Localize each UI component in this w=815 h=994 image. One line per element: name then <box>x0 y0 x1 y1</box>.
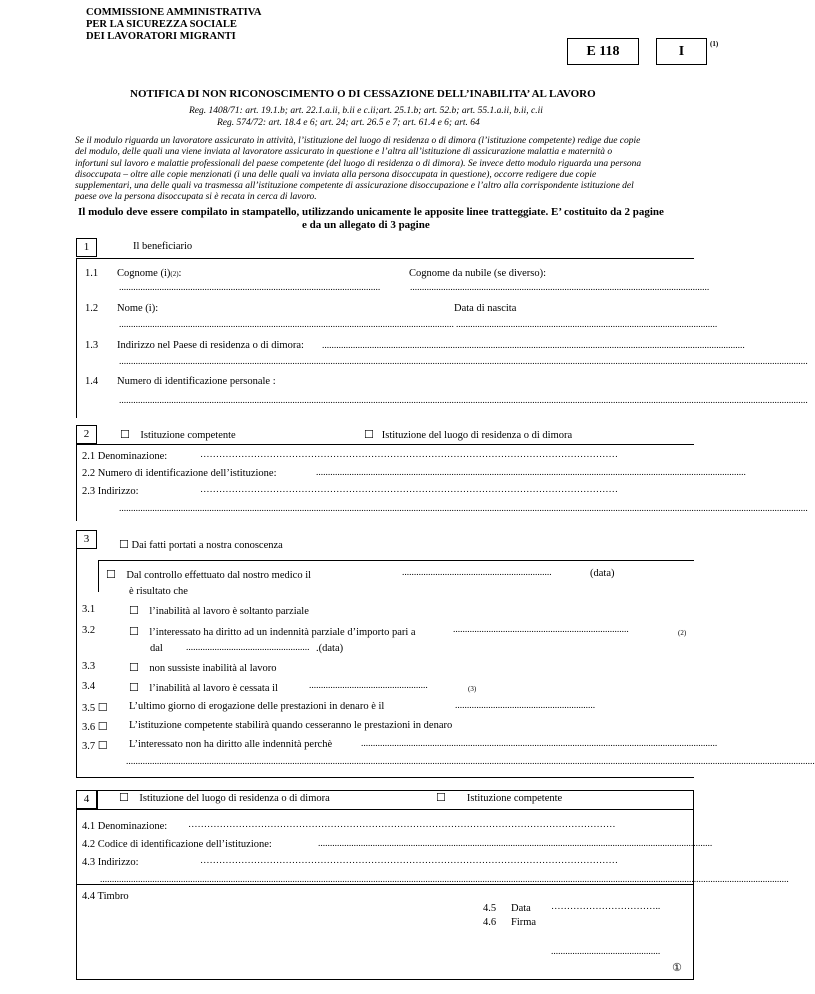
address-input-line-2[interactable]: .................................................................................................................................................................................................................................................................................................. <box>119 357 808 367</box>
divider <box>97 790 98 809</box>
page-title: NOTIFICA DI NON RICONOSCIMENTO O DI CESSAZIONE DELL’INABILITA’ AL LAVORO <box>130 88 596 100</box>
institution-id-label: 2.2 Numero di identificazione dell’istituzione: <box>82 468 277 479</box>
institution-address-input-line[interactable]: …………………………………………………………………………………………………………………… <box>200 856 618 866</box>
row-1-3-number: 1.3 <box>85 340 99 351</box>
row-3-4-number: 3.4 <box>82 681 96 692</box>
residence-institution-option[interactable]: ☐ Istituzione del luogo di residenza o di dimora <box>364 428 573 441</box>
row-1-4-number: 1.4 <box>85 376 99 387</box>
checkbox-icon[interactable]: ☐ <box>129 661 139 674</box>
disability-ceased-option[interactable]: ☐ l’inabilità al lavoro è cessata il <box>129 681 278 694</box>
no-entitlement-label: L’interessato non ha diritto alle indennità perchè <box>129 739 333 750</box>
checkbox-icon[interactable]: ☐ <box>97 739 108 752</box>
intro-line: supplementari, una delle quali va trasmessa all’istituzione competente di assicurazione disoccupazione e l’altro alla corrispondente istituzione del <box>75 181 634 192</box>
checkbox-icon[interactable]: ☐ <box>129 681 139 694</box>
regulation-line-1: Reg. 1408/71: art. 19.1.b; art. 22.1.a.ii, b.ii e c.ii;art. 25.1.b; art. 52.b; art. 55.1.a.ii, b.ii, c.ii <box>189 106 543 116</box>
row-1-2-number: 1.2 <box>85 303 99 314</box>
partial-allowance-option[interactable]: ☐ l’interessato ha diritto ad un indennità parziale d’importo pari a <box>129 625 416 638</box>
intro-line: disoccupata – oltre alle copie menzionati (i una delle quali va inviata alla persona disoccupata in questione), occorre redigere due copie <box>75 169 597 180</box>
divider <box>76 258 694 259</box>
institution-code-label: 4.2 Codice di identificazione dell’istituzione: <box>82 839 272 850</box>
row-3-1-number: 3.1 <box>82 604 96 615</box>
divider <box>76 258 77 418</box>
institution-id-input-line[interactable]: ..................................................................................................................................................................................... <box>316 468 746 478</box>
row-1-1-number: 1.1 <box>85 268 99 279</box>
section-2-number: 2 <box>76 425 97 444</box>
denomination-input-line[interactable]: ……………………………………………………………………………………………………………………… <box>188 820 616 830</box>
checkbox-icon[interactable]: ☐ <box>364 428 374 441</box>
from-label: dal <box>150 643 163 654</box>
birth-date-input-line[interactable]: .............................................................................................................. <box>456 320 718 330</box>
divider <box>98 560 694 561</box>
section-1-number: 1 <box>76 238 97 257</box>
competent-institution-option[interactable]: ☐ Istituzione competente <box>120 428 236 441</box>
page-number-mark: ① <box>672 961 682 974</box>
signature-date-label: Data <box>511 903 531 914</box>
form-code-box <box>567 38 639 65</box>
no-entitlement-reason-input-2[interactable]: .................................................................................................................................................................................................................................................................................................. <box>126 757 815 767</box>
org-line-1: COMMISSIONE AMMINISTRATIVA <box>86 7 262 18</box>
last-payment-date-input[interactable]: ........................................................... <box>455 701 596 711</box>
form-code: E 118 <box>586 44 620 59</box>
intro-line: paese ove la persona disoccupata si è recata in cerca di lavoro. <box>75 192 317 203</box>
checkbox-icon[interactable]: ☐ <box>129 604 139 617</box>
birth-date-label: Data di nascita <box>454 303 517 314</box>
no-entitlement-reason-input[interactable]: ...................................................................................................................................................... <box>361 739 718 749</box>
footnote-ref: (3) <box>468 685 477 693</box>
divider <box>76 549 77 777</box>
country-code: I <box>678 44 685 59</box>
date-label: (data) <box>590 568 615 579</box>
ceased-date-input[interactable]: .................................................. <box>309 681 428 691</box>
checkbox-icon[interactable]: ☐ <box>119 791 129 804</box>
regulation-line-2: Reg. 574/72: art. 18.4 e 6; art. 24; art. 26.5 e 7; art. 61.4 e 6; art. 64 <box>217 118 480 128</box>
intro-line: Se il modulo riguarda un lavoratore assicurato in attività, l’istituzione del luogo di residenza o di dimora (l’istituzione competente) redige due copie <box>75 136 641 146</box>
instruction-line-2: e da un allegato di 3 pagine <box>302 219 430 231</box>
denomination-input-line[interactable]: …………………………………………………………………………………………………………………… <box>200 450 618 460</box>
row-3-6-number: 3.6 ☐ <box>82 720 108 733</box>
from-date-label: .(data) <box>316 643 344 654</box>
last-payment-label: L’ultimo giorno di erogazione delle prestazioni in denaro è il <box>129 701 385 712</box>
doctor-check-option[interactable]: ☐ Dal controllo effettuato dal nostro medico il <box>106 568 312 581</box>
row-4-6-number: 4.6 <box>483 917 497 928</box>
intro-line: del modulo, delle quali una viene inviata al lavoratore assicurato in questione e l’altra all’istituzione di assicurazione malattia e maternità o <box>75 147 613 158</box>
checkbox-icon[interactable]: ☐ <box>97 701 108 714</box>
maiden-name-input-line[interactable]: .............................................................................................................................. <box>410 283 710 293</box>
from-date-input[interactable]: .................................................... <box>186 643 310 653</box>
institution-address-input-line-2[interactable]: .................................................................................................................................................................................................................................................................................................. <box>100 875 789 885</box>
intro-line: infortuni sul lavoro e malattie professionali del paese competente (del luogo di residenza o di dimora). Se invece detto modulo riguarda una persona <box>75 158 642 169</box>
section-3-number: 3 <box>76 530 97 549</box>
checkbox-icon[interactable]: ☐ <box>120 428 130 441</box>
checkbox-icon[interactable]: ☐ <box>129 625 139 638</box>
divider <box>98 560 99 592</box>
first-name-label: Nome (i): <box>117 303 159 314</box>
allowance-amount-input[interactable]: .......................................................................... <box>453 625 629 635</box>
divider <box>76 884 694 885</box>
competent-institution-option[interactable]: ☐ Istituzione competente <box>436 791 563 804</box>
section-4-number: 4 <box>76 790 97 809</box>
country-code-box <box>656 38 707 65</box>
no-disability-option[interactable]: ☐ non sussiste inabilità al lavoro <box>129 661 277 674</box>
intro-text <box>75 136 641 204</box>
checkbox-icon[interactable]: ☐ <box>119 538 129 551</box>
checkbox-icon[interactable]: ☐ <box>436 791 446 804</box>
address-input-line[interactable]: .................................................................................................................................................................................. <box>322 341 745 351</box>
row-3-2-number: 3.2 <box>82 625 96 636</box>
org-line-2: PER LA SICUREZZA SOCIALE <box>86 19 237 30</box>
institution-address-label: 4.3 Indirizzo: <box>82 857 139 868</box>
row-4-5-number: 4.5 <box>483 903 497 914</box>
row-3-3-number: 3.3 <box>82 661 96 672</box>
section-1-title: Il beneficiario <box>133 241 193 252</box>
surname-label: Cognome (i)(2): <box>117 268 182 279</box>
signature-input[interactable]: .............................................. <box>551 947 661 957</box>
divider <box>76 444 77 521</box>
doctor-check-date-input[interactable]: ............................................................... <box>402 568 552 578</box>
result-label: è risultato che <box>129 586 188 597</box>
denomination-label: 2.1 Denominazione: <box>82 451 168 462</box>
row-3-5-number: 3.5 ☐ <box>82 701 108 714</box>
first-name-input-line[interactable]: ............................................................................................................................................. <box>119 320 454 330</box>
checkbox-icon[interactable]: ☐ <box>106 568 116 581</box>
checkbox-icon[interactable]: ☐ <box>97 720 108 733</box>
personal-id-input-line[interactable]: .................................................................................................................................................................................................................................................................................................. <box>119 396 808 406</box>
institution-address-input-line-2[interactable]: .................................................................................................................................................................................................................................................................................................. <box>119 504 808 514</box>
divider <box>76 809 694 810</box>
org-name <box>86 7 262 43</box>
divider <box>76 777 694 778</box>
row-3-7-number: 3.7 ☐ <box>82 739 108 752</box>
institution-decides-label: L’istituzione competente stabilirà quando cesseranno le prestazioni in denaro <box>129 720 453 731</box>
personal-id-label: Numero di identificazione personale : <box>117 376 276 387</box>
org-line-3: DEI LAVORATORI MIGRANTI <box>86 31 236 42</box>
divider <box>76 444 694 445</box>
footnote-ref: (1) <box>710 40 719 48</box>
footnote-ref: (2) <box>678 629 687 637</box>
signature-date-input[interactable]: …………………………….. <box>551 902 661 912</box>
partial-disability-option[interactable]: ☐ l’inabilità al lavoro è soltanto parziale <box>129 604 309 617</box>
institution-code-input-line[interactable]: ...................................................................................................................................................................... <box>318 839 713 849</box>
institution-address-label: 2.3 Indirizzo: <box>82 486 139 497</box>
address-label: Indirizzo nel Paese di residenza o di dimora: <box>117 340 304 351</box>
facts-option[interactable]: ☐ Dai fatti portati a nostra conoscenza <box>119 538 283 551</box>
instruction-line-1: Il modulo deve essere compilato in stampatello, utilizzando unicamente le apposite linee tratteggiate. E’ costituito da 2 pagine <box>78 206 664 218</box>
stamp-label: 4.4 Timbro <box>82 891 129 902</box>
maiden-name-label: Cognome da nubile (se diverso): <box>409 268 547 279</box>
surname-input-line[interactable]: .............................................................................................................. <box>119 283 381 293</box>
signature-label: Firma <box>511 917 537 928</box>
denomination-label: 4.1 Denominazione: <box>82 821 168 832</box>
institution-address-input-line[interactable]: …………………………………………………………………………………………………………………… <box>200 485 618 495</box>
residence-institution-option[interactable]: ☐ Istituzione del luogo di residenza o di dimora <box>119 791 330 804</box>
